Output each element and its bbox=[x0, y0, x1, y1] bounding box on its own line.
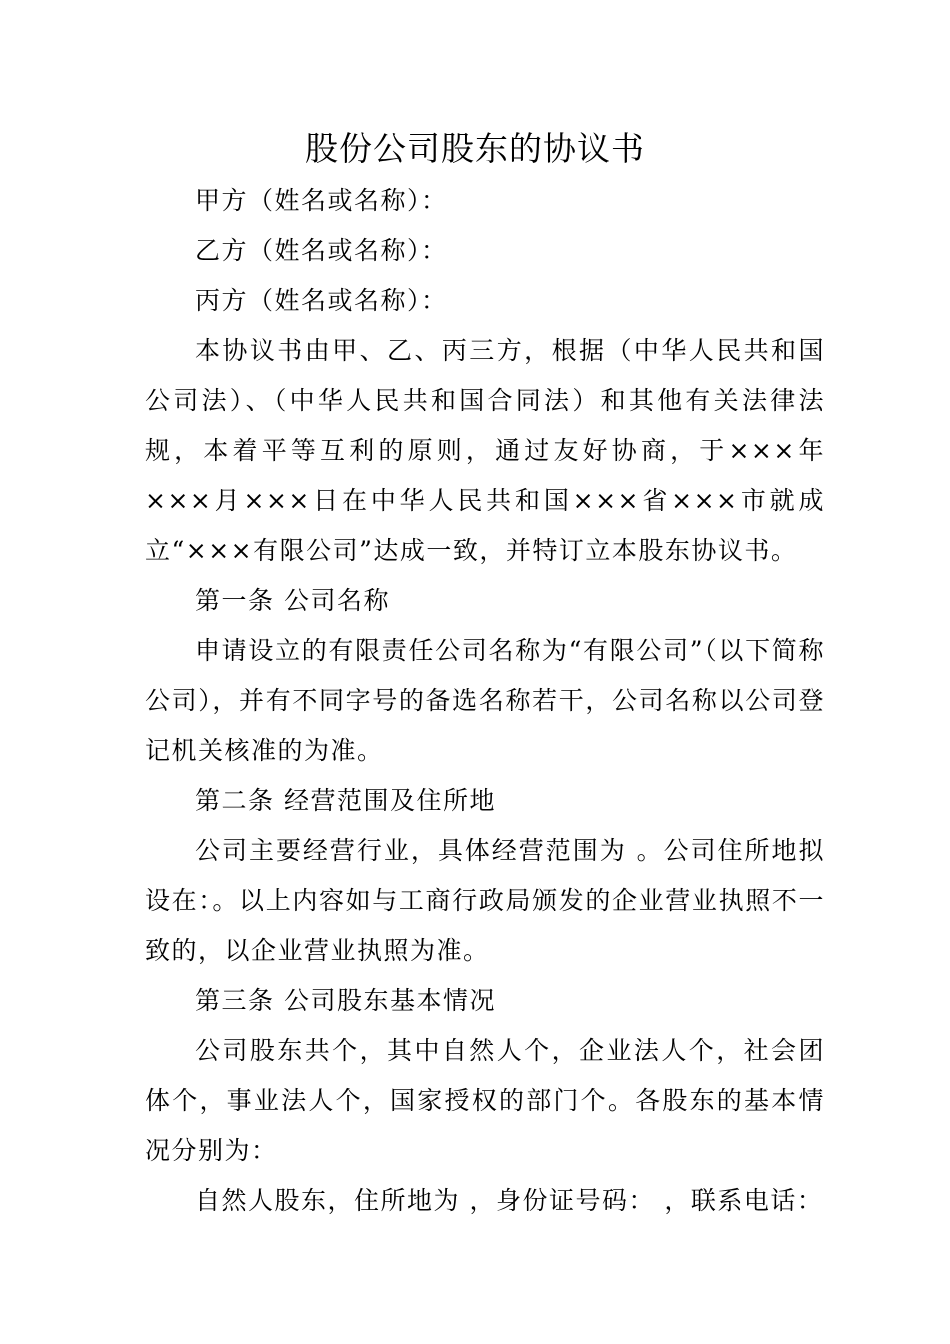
document-body bbox=[145, 176, 825, 1226]
party-a-line: 甲方（姓名或名称）： bbox=[195, 186, 448, 215]
article-3-heading: 第三条 公司股东基本情况 bbox=[195, 986, 496, 1015]
article-3-paragraph: 公司股东共个，其中自然人个，企业法人个，社会团体个，事业法人个，国家授权的部门个。各股东的基本情况分别为： bbox=[145, 1036, 825, 1165]
party-c-line: 丙方（姓名或名称）： bbox=[195, 286, 448, 315]
preamble-paragraph: 本协议书由甲、乙、丙三方，根据（中华人民共和国公司法）、（中华人民共和国合同法）和其他有关法律法规，本着平等互利的原则，通过友好协商，于×××年×××月×××日在中华人民共和国×××省×××市就成立“×××有限公司”达成一致，并特订立本股东协议书。 bbox=[145, 336, 825, 565]
party-b-line: 乙方（姓名或名称）： bbox=[195, 236, 448, 265]
article-2-heading: 第二条 经营范围及住所地 bbox=[195, 786, 496, 815]
natural-person-shareholder-paragraph: 自然人股东，住所地为 ，身份证号码： ，联系电话： bbox=[195, 1186, 824, 1215]
article-1-heading: 第一条 公司名称 bbox=[195, 586, 390, 615]
article-2-paragraph: 公司主要经营行业，具体经营范围为 。公司住所地拟设在：。以上内容如与工商行政局颁发的企业营业执照不一致的，以企业营业执照为准。 bbox=[145, 836, 825, 965]
document-title: 股份公司股东的协议书 bbox=[305, 129, 645, 168]
article-1-paragraph: 申请设立的有限责任公司名称为“有限公司”（以下简称公司），并有不同字号的备选名称若干，公司名称以公司登记机关核准的为准。 bbox=[145, 636, 825, 765]
